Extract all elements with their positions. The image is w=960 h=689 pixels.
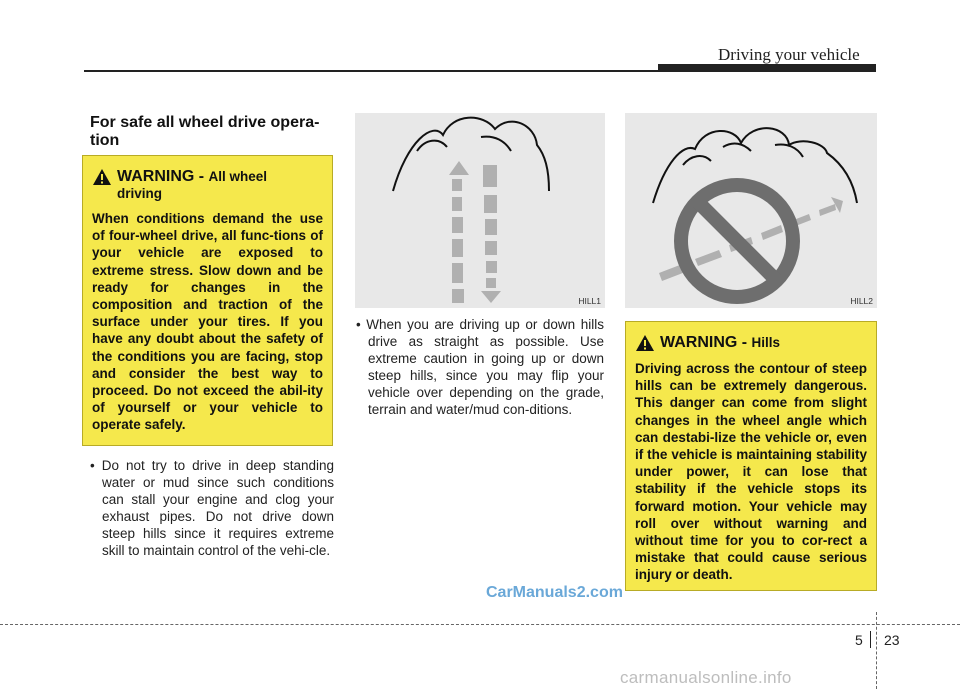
watermark-link[interactable]: CarManuals2.com [486, 584, 623, 601]
figure-hill-across [625, 113, 877, 308]
section-title: Driving your vehicle [718, 45, 860, 64]
paragraph-deep-water [90, 457, 334, 559]
footer-url[interactable]: carmanualsonline.info [620, 668, 792, 687]
warning-header [92, 168, 323, 202]
warning-body: Driving across the contour of steep hills can be extremely dangerous. This danger can come from slight changes in the wheel angle which can destabi-lize the vehicle or, even if the vehicle is maintaining stability under power, it can lose that stability if the vehicle stops its forward motion. Your vehicle may roll over without warning and without time for you to cor-rect a mistake that could cause serious injury or death. [635, 361, 867, 583]
warning-subject: All wheel [208, 169, 268, 184]
header-rule [84, 70, 684, 72]
warning-body: When conditions demand the use of four-wheel drive, all func-tions of your vehicle are exposed to extreme stress. Slow down and be ready for changes in the composition and traction of the surface under your tires. If you have any doubt about the safety of the conditions you are facing, stop and consider the best way to proceed. Do not exceed the abil-ity of yourself or your vehicle to operate safely. [92, 211, 323, 433]
paragraph-hills [356, 316, 604, 418]
footer-vertical-divider [876, 612, 877, 689]
header-rule-thick [658, 64, 876, 72]
page-heading: For safe all wheel drive opera-tion [90, 114, 320, 149]
page-number: 23 [884, 632, 900, 648]
warning-subject-line2: driving [117, 186, 163, 201]
page-chapter: 5 [855, 632, 863, 648]
figure-hill-straight [355, 113, 605, 308]
warning-box-all-wheel-drive [82, 155, 333, 446]
figure-label: HILL2 [850, 296, 873, 306]
bullet-text: • When you are driving up or down hills drive as straight as possible. Use extreme caution in going up or down steep hills, since you may flip your vehicle over depending on the grade, terrain and water/mud con-ditions. [356, 317, 604, 417]
warning-word: WARNING - [660, 334, 752, 351]
warning-triangle-icon [92, 168, 112, 186]
figure-label: HILL1 [578, 296, 601, 306]
bullet-text: • Do not try to drive in deep standing water or mud since such conditions can stall your engine and clog your exhaust pipes. Do not drive down steep hills since it requires extreme skill to maintain control of the vehi-cle. [90, 458, 334, 558]
warning-subject: Hills [751, 335, 781, 350]
down-arrow-icon [481, 165, 501, 303]
warning-word: WARNING - [117, 168, 209, 185]
warning-header [635, 334, 867, 352]
warning-box-hills [625, 321, 877, 591]
hill-straight-illustration [355, 113, 605, 308]
up-arrow-icon [449, 161, 469, 303]
hill-across-illustration [625, 113, 877, 308]
page-number-divider [870, 631, 871, 648]
warning-triangle-icon [635, 334, 655, 352]
prohibited-icon [681, 185, 793, 297]
footer-divider [0, 624, 960, 625]
